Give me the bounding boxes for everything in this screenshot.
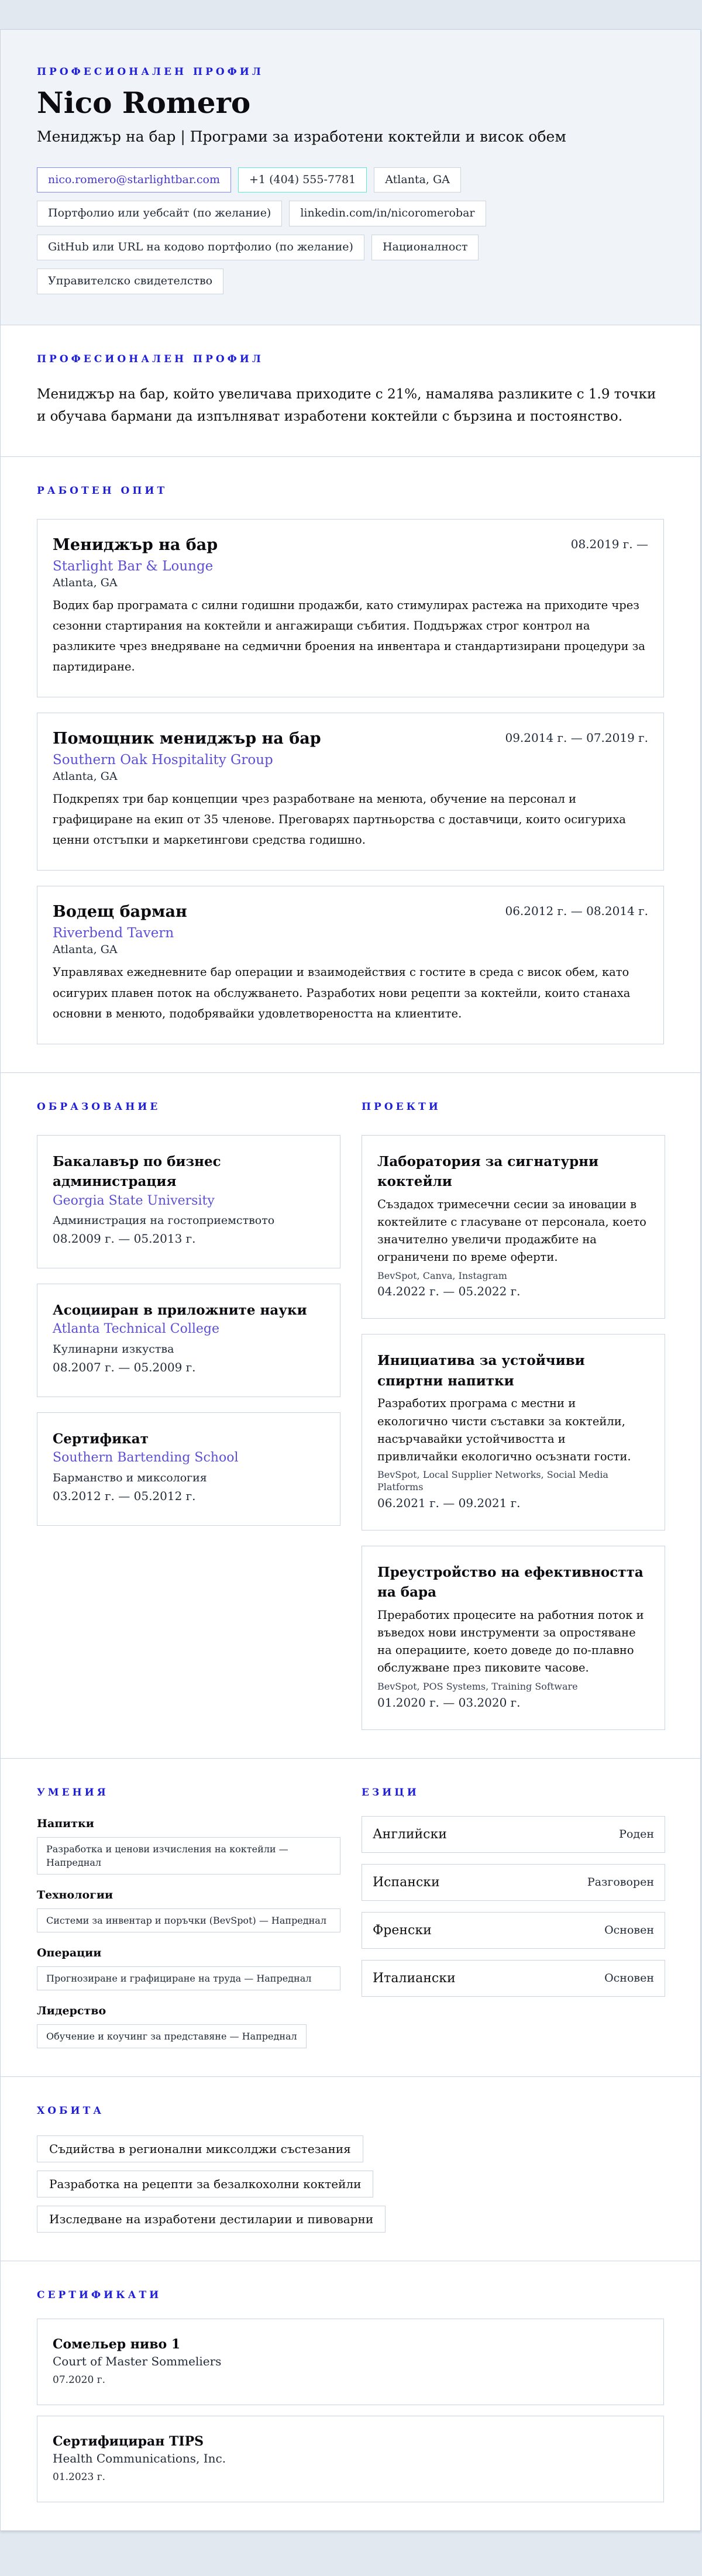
language-level: Основен — [604, 1924, 654, 1937]
language-level: Разговорен — [587, 1876, 654, 1889]
project-name: Преустройство на ефективността на бара — [377, 1564, 644, 1601]
skills-column — [37, 1787, 340, 2049]
summary-text: Мениджър на бар, който увеличава приходите с 21%, намалява разликите с 1.9 точки и обучава бармани да изпълняват изработени коктейли с бързина и постоянство. — [37, 386, 656, 424]
job-employer: Riverbend Tavern — [53, 926, 174, 941]
school: Southern Bartending School — [53, 1450, 239, 1466]
job-location: Atlanta, GA — [53, 576, 118, 589]
education-title: ОБРАЗОВАНИЕ — [37, 1100, 161, 1113]
experience-list — [37, 519, 664, 1044]
resume-page — [0, 29, 701, 2531]
skill-group-label: Операции — [37, 1946, 102, 1960]
degree: Бакалавър по бизнес администрация — [53, 1153, 221, 1190]
job-title: Водещ барман — [53, 903, 187, 921]
hobby-item: Съдийства в регионални миксолджи състезания — [37, 2135, 363, 2162]
job-title: Помощник мениджър на бар — [53, 730, 321, 748]
degree: Сертификат — [53, 1430, 149, 1447]
project-dates: 06.2021 г. — 09.2021 г. — [377, 1495, 521, 1510]
languages-column — [362, 1787, 665, 2049]
contact-chips — [37, 167, 563, 294]
field-of-study: Кулинарни изкуства — [53, 1343, 174, 1356]
certification-card — [37, 2319, 664, 2405]
phone-chip[interactable]: +1 (404) 555-7781 — [238, 167, 367, 193]
certification-issuer: Health Communications, Inc. — [53, 2451, 226, 2466]
job-location: Atlanta, GA — [53, 943, 118, 957]
portfolio-chip[interactable]: Портфолио или уебсайт (по желание) — [37, 201, 282, 226]
candidate-name: Nico Romero — [37, 85, 251, 120]
experience-section — [1, 457, 700, 1073]
experience-title: РАБОТЕН ОПИТ — [37, 484, 168, 497]
nationality-chip: Националност — [371, 235, 479, 260]
experience-card — [37, 519, 664, 697]
language-name: Италиански — [373, 1970, 456, 1986]
certifications-title: СЕРТИФИКАТИ — [37, 2289, 162, 2302]
job-description: Водих бар програмата с силни годишни продажби, като стимулирах растежа на приходите чрез сезонни стартирания на коктейли и ангажиращи събития. Поддържах строг контрол на разликите чрез внедряване на седмични броения на инвентара и стандартизирани процедури за партидиране. — [53, 598, 645, 674]
skill-item: Прогнозиране и графициране на труда — Напреднал — [37, 1966, 340, 1990]
project-description: Разработих програма с местни и екологично чисти съставки за коктейли, насърчавайки устойчивостта и привличайки екологично осъзнати гости. — [377, 1397, 631, 1464]
skill-item: Системи за инвентар и поръчки (BevSpot) — Напреднал — [37, 1908, 340, 1932]
job-title: Мениджър на бар — [53, 535, 218, 554]
language-name: Френски — [373, 1922, 432, 1938]
license-chip: Управителско свидетелство — [37, 269, 223, 294]
project-dates: 04.2022 г. — 05.2022 г. — [377, 1284, 521, 1299]
project-card — [362, 1334, 665, 1530]
project-tools: BevSpot, Canva, Instagram — [377, 1270, 507, 1281]
project-card — [362, 1546, 665, 1730]
language-row — [362, 1816, 665, 1853]
job-location: Atlanta, GA — [53, 770, 118, 783]
skill-group — [37, 2004, 340, 2048]
skill-group — [37, 1817, 340, 1875]
location-chip: Atlanta, GA — [374, 167, 461, 193]
hobby-item: Изследване на изработени дестиларии и пивоварни — [37, 2206, 386, 2233]
skill-group — [37, 1946, 340, 1990]
languages-title: ЕЗИЦИ — [362, 1786, 419, 1798]
certification-date: 01.2023 г. — [53, 2471, 106, 2484]
github-chip[interactable]: GitHub или URL на кодово портфолио (по желание) — [37, 235, 364, 260]
project-description: Създадох тримесечни сесии за иновации в коктейлите с гласуване от персонала, което значително увеличи продажбите на ограничени по време оферти. — [377, 1197, 646, 1264]
field-of-study: Барманство и миксология — [53, 1471, 207, 1485]
skill-group-label: Напитки — [37, 1817, 94, 1830]
projects-column — [362, 1101, 665, 1730]
certification-name: Сомельер ниво 1 — [53, 2337, 181, 2353]
projects-title: ПРОЕКТИ — [362, 1100, 441, 1113]
education-card — [37, 1412, 340, 1526]
project-tools: BevSpot, POS Systems, Training Software — [377, 1680, 578, 1692]
education-dates: 08.2007 г. — 05.2009 г. — [53, 1360, 196, 1374]
experience-card — [37, 886, 664, 1044]
certifications-section — [1, 2261, 700, 2530]
project-name: Лаборатория за сигнатурни коктейли — [377, 1153, 599, 1190]
degree: Асоцииран в приложните науки — [53, 1302, 307, 1318]
candidate-headline: Мениджър на бар | Програми за изработени коктейли и висок обем — [37, 128, 566, 145]
linkedin-chip[interactable]: linkedin.com/in/nicoromerobar — [289, 201, 486, 226]
project-dates: 01.2020 г. — 03.2020 г. — [377, 1695, 521, 1710]
hobby-item: Разработка на рецепти за безалкохолни коктейли — [37, 2171, 373, 2197]
summary-title: ПРОФЕСИОНАЛЕН ПРОФИЛ — [37, 353, 264, 365]
email-chip[interactable]: nico.romero@starlightbar.com — [37, 167, 231, 193]
skill-group — [37, 1889, 340, 1932]
certification-date: 07.2020 г. — [53, 2374, 106, 2386]
school: Atlanta Technical College — [53, 1322, 220, 1337]
header-eyebrow: ПРОФЕСИОНАЛЕН ПРОФИЛ — [37, 66, 264, 78]
education-dates: 03.2012 г. — 05.2012 г. — [53, 1488, 196, 1503]
skill-item: Разработка и ценови изчисления на коктейли — Напреднал — [37, 1837, 340, 1875]
language-row — [362, 1864, 665, 1901]
hobbies-title: ХОБИТА — [37, 2105, 105, 2117]
education-dates: 08.2009 г. — 05.2013 г. — [53, 1231, 196, 1246]
field-of-study: Администрация на гостоприемството — [53, 1214, 275, 1227]
language-level: Роден — [619, 1828, 654, 1841]
job-dates: 09.2014 г. — 07.2019 г. — [505, 731, 648, 745]
skills-title: УМЕНИЯ — [37, 1786, 109, 1798]
job-employer: Starlight Bar & Lounge — [53, 558, 214, 574]
job-description: Управлявах ежедневните бар операции и взаимодействия с гостите в среда с висок обем, като осигурих плавен поток на обслужването. Разработих нови рецепти за коктейли, които станаха основни в менюто, подобрявайки удовлетвореността на клиентите. — [53, 965, 631, 1020]
certification-issuer: Court of Master Sommeliers — [53, 2354, 222, 2369]
education-column — [37, 1101, 340, 1730]
hobbies-section — [1, 2077, 700, 2261]
summary-section — [1, 325, 700, 457]
job-employer: Southern Oak Hospitality Group — [53, 752, 273, 768]
job-dates: 06.2012 г. — 08.2014 г. — [505, 904, 648, 919]
language-name: Испански — [373, 1875, 440, 1890]
job-dates: 08.2019 г. — — [570, 536, 648, 551]
language-name: Английски — [373, 1827, 447, 1842]
education-card — [37, 1284, 340, 1397]
language-row — [362, 1912, 665, 1949]
language-row — [362, 1960, 665, 1997]
skills-languages-section — [1, 1759, 700, 2078]
project-tools: BevSpot, Local Supplier Networks, Social Media Platforms — [377, 1469, 608, 1493]
education-card — [37, 1135, 340, 1268]
language-level: Основен — [604, 1972, 654, 1985]
experience-card — [37, 713, 664, 871]
job-description: Подкрепях три бар концепции чрез разработване на менюта, обучение на персонал и графициране на екип от 35 членове. Преговарях партньорства с доставчици, които осигуриха ценни отстъпки и маркетингови средства годишно. — [53, 792, 626, 847]
skill-item: Обучение и коучинг за представяне — Напреднал — [37, 2024, 307, 2048]
skill-group-label: Лидерство — [37, 2004, 106, 2018]
certification-name: Сертифициран TIPS — [53, 2434, 204, 2450]
skill-group-label: Технологии — [37, 1888, 113, 1901]
certification-card — [37, 2416, 664, 2502]
resume-header — [1, 30, 700, 325]
education-projects-section — [1, 1073, 700, 1759]
project-description: Преработих процесите на работния поток и въведох нови инструменти за опростяване на операциите, което доведе до по-плавно обслужване през пиковите часове. — [377, 1608, 644, 1675]
project-name: Инициатива за устойчиви спиртни напитки — [377, 1353, 585, 1389]
school: Georgia State University — [53, 1193, 215, 1208]
project-card — [362, 1135, 665, 1319]
